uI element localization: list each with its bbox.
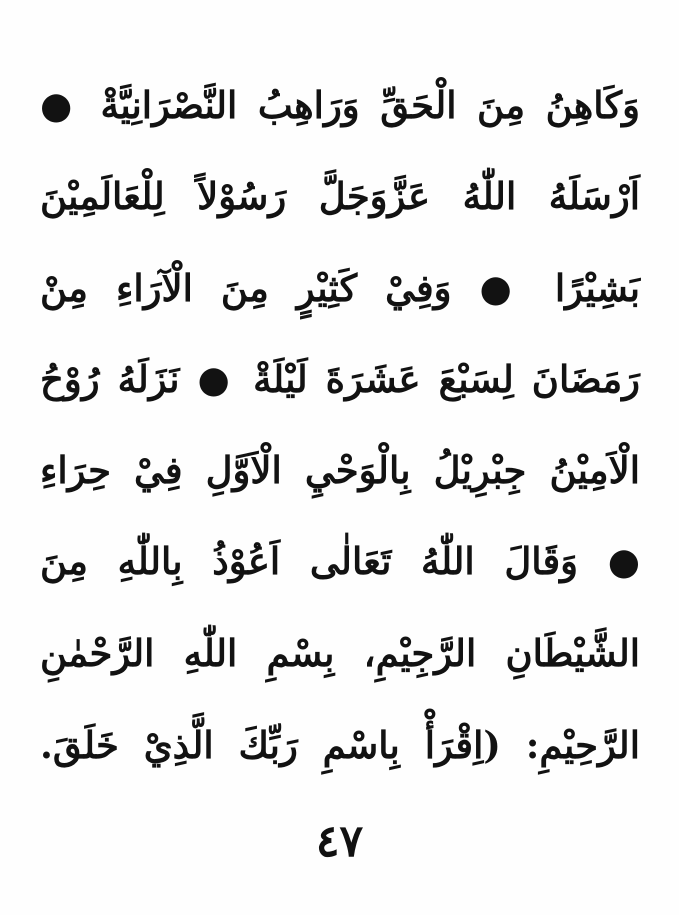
page-number: ٤٧	[315, 816, 364, 867]
text-line: بَشِيْرًا ● وَفِيْ كَثِيْرٍ مِنَ الْآرَاءِ مِنْ	[40, 266, 640, 310]
text-line: الرَّحِيْمِ: (اِقْرَأْ بِاسْمِ رَبِّكَ الَّذِيْ خَلَقَ.	[40, 723, 640, 767]
text-line: الشَّيْطَانِ الرَّجِيْمِ، بِسْمِ اللّٰهِ الرَّحْمٰنِ	[40, 631, 640, 675]
text-line: وَكَاهِنُ مِنَ الْحَقِّ وَرَاهِبُ النَّصْرَانِيَّةْ ●	[40, 83, 640, 127]
text-line: الْاَمِيْنُ جِبْرِيْلُ بِالْوَحْيِ الْاَوَّلِ فِيْ حِرَاءِ	[40, 448, 640, 492]
text-line: رَمَضَانَ لِسَبْعَ عَشَرَةَ لَيْلَةْ ● نَزَلَهُ رُوْحُ	[40, 357, 640, 401]
text-line: ● وَقَالَ اللّٰهُ تَعَالٰى اَعُوْذُ بِاللّٰهِ مِنَ	[40, 539, 640, 583]
text-line: اَرْسَلَهُ اللّٰهُ عَزَّوَجَلَّ رَسُوْلاً لِلْعَالَمِيْنَ	[40, 174, 640, 218]
